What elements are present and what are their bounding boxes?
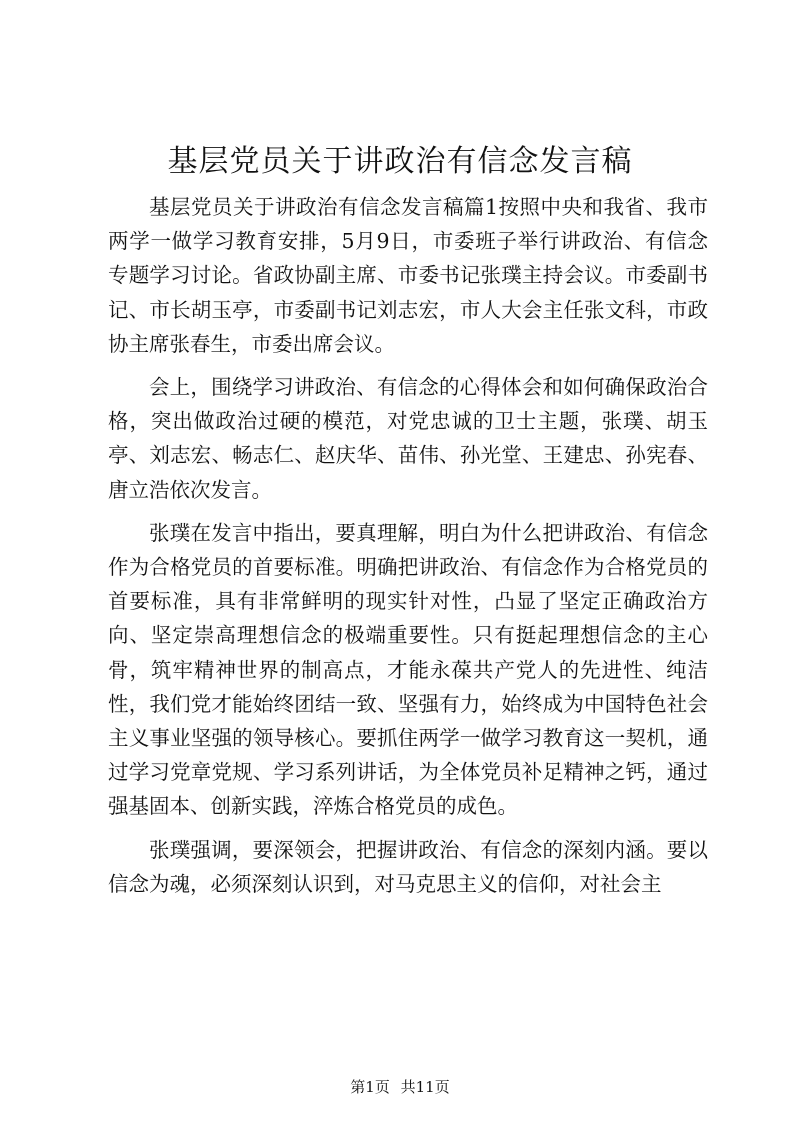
paragraph-1: 基层党员关于讲政治有信念发言稿篇1按照中央和我省、我市两学一做学习教育安排，5月9日，市委班子举行讲政治、有信念专题学习讨论。省政协副主席、市委书记张璞主持会议。市委副书记、市长胡玉亭，市委副书记刘志宏，市人大会主任张文科，市政协主席张春生，市委出席会议。 (108, 195, 708, 356)
document-title: 基层党员关于讲政治有信念发言稿 (167, 144, 633, 179)
page-number: 第1页 (350, 1078, 390, 1096)
document-body (108, 190, 708, 910)
paragraph-2: 会上，围绕学习讲政治、有信念的心得体会和如何确保政治合格，突出做政治过硬的模范，对党忠诚的卫士主题，张璞、胡玉亭、刘志宏、畅志仁、赵庆华、苗伟、孙光堂、王建忠、孙宪春、唐立浩依次发言。 (108, 375, 708, 502)
page-footer (0, 1077, 800, 1097)
paragraph-4: 张璞强调，要深领会，把握讲政治、有信念的深刻内涵。要以信念为魂，必须深刻认识到，对马克思主义的信仰，对社会主 (108, 837, 708, 896)
paragraph-3: 张璞在发言中指出，要真理解，明白为什么把讲政治、有信念作为合格党员的首要标准。明确把讲政治、有信念作为合格党员的首要标准，具有非常鲜明的现实针对性，凸显了坚定正确政治方向、坚定崇高理想信念的极端重要性。只有挺起理想信念的主心骨，筑牢精神世界的制高点，才能永葆共产党人的先进性、纯洁性，我们党才能始终团结一致、坚强有力，始终成为中国特色社会主义事业坚强的领导核心。要抓住两学一做学习教育这一契机，通过学习党章党规、学习系列讲话，为全体党员补足精神之钙，通过强基固本、创新实践，淬炼合格党员的成色。 (108, 520, 708, 819)
page-total: 共11页 (400, 1078, 450, 1096)
